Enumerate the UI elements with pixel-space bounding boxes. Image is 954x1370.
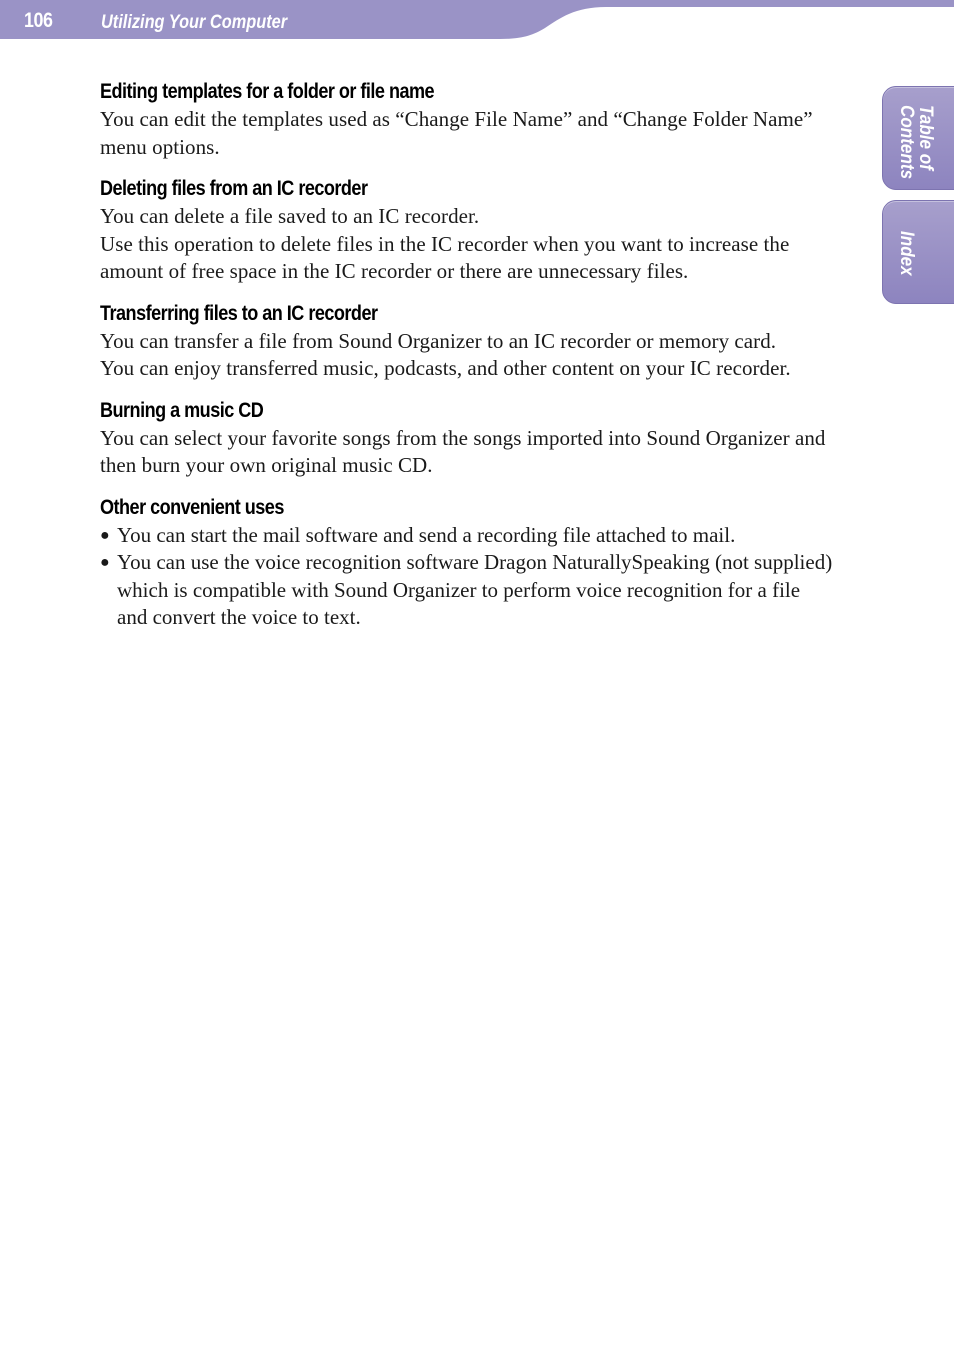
list-item-text: You can use the voice recognition software Dragon NaturallySpeaking (not supplied) which is compatible with Sound Organizer to perform voice recognition for a file and convert the voice to text. (117, 550, 833, 629)
section-heading: Deleting files from an IC recorder (100, 177, 368, 200)
section-editing-templates (100, 78, 835, 161)
section-paragraph: You can select your favorite songs from the songs imported into Sound Organizer and then burn your own original music CD. (100, 425, 826, 477)
section-heading: Transferring files to an IC recorder (100, 301, 378, 325)
section-transferring-files (100, 300, 835, 383)
table-of-contents-tab[interactable] (882, 86, 954, 190)
index-tab-label: Index (896, 231, 917, 276)
section-heading: Editing templates for a folder or file name (100, 80, 435, 103)
list-item (100, 549, 835, 632)
section-paragraph: You can enjoy transferred music, podcasts, and other content on your IC recorder. (100, 356, 791, 380)
section-burning-cd (100, 397, 835, 480)
section-paragraph: You can transfer a file from Sound Organizer to an IC recorder or memory card. (100, 328, 777, 353)
bullet-icon: ● (100, 526, 110, 544)
section-heading: Other convenient uses (100, 495, 284, 519)
section-paragraph: Use this operation to delete files in the IC recorder when you want to increase the amount of free space in the IC recorder or there are unnecessary files. (100, 231, 790, 283)
page-content (100, 78, 835, 646)
header-band (0, 0, 954, 40)
section-paragraph: You can edit the templates used as “Change File Name” and “Change Folder Name” menu options. (100, 107, 813, 159)
bullet-icon: ● (100, 554, 110, 571)
section-title: Utilizing Your Computer (101, 12, 288, 33)
section-paragraph: You can delete a file saved to an IC recorder. (100, 204, 480, 228)
section-other-uses (100, 494, 835, 632)
index-tab[interactable] (882, 200, 954, 304)
section-deleting-files (100, 175, 835, 286)
bullet-list (100, 522, 835, 632)
section-heading: Burning a music CD (100, 398, 264, 422)
page-number: 106 (24, 9, 53, 32)
table-of-contents-tab-label: Table of Contents (896, 105, 936, 180)
list-item (100, 522, 835, 550)
list-item-text: You can start the mail software and send a recording file attached to mail. (117, 522, 736, 547)
